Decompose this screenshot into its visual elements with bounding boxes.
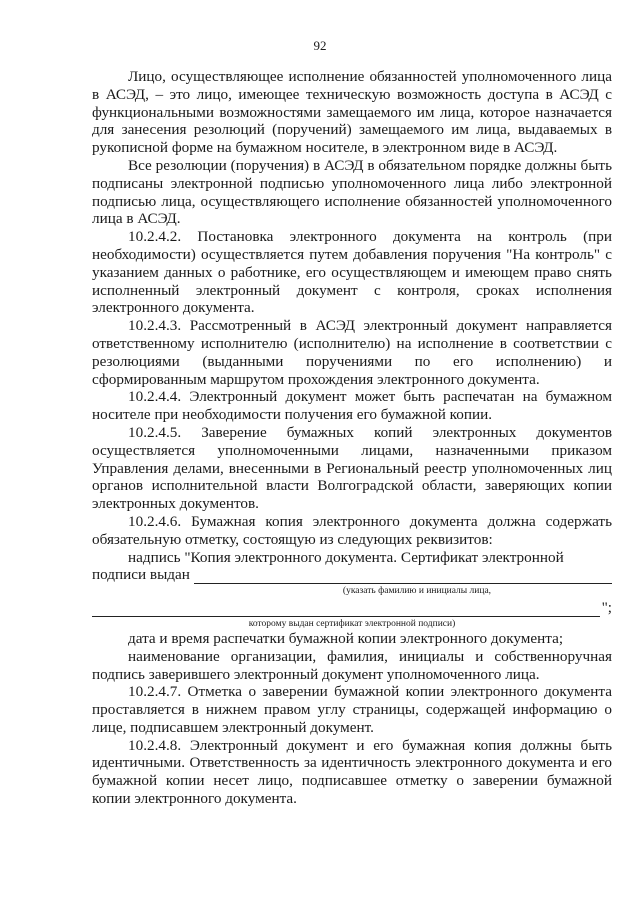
- paragraph-organization: наименование организации, фамилия, инициалы и собственноручная подпись заверившего электронный документ уполномоченного лица.: [92, 647, 612, 683]
- paragraph-10-2-4-8: 10.2.4.8. Электронный документ и его бумажная копия должны быть идентичными. Ответственность за идентичность электронного документа и его бумажной копии несет лицо, подписавшее отметку о заверении бумажной копии электронного документа.: [92, 736, 612, 808]
- blank-underline: [194, 569, 612, 584]
- hint-certificate-owner: которому выдан сертификат электронной подписи): [248, 618, 456, 629]
- paragraph-acting-person: Лицо, осуществляющее исполнение обязанностей уполномоченного лица в АСЭД, – это лицо, имеющее техническую возможность доступа в АСЭД с функциональными возможностями замещаемого им лица, которое назначается для занесения резолюций (поручений) замещаемого им лица, выдаваемых в рукописной форме на бумажном носителе, в электронном виде в АСЭД.: [92, 68, 612, 157]
- hint-name-initials: (указать фамилию и инициалы лица,: [342, 586, 492, 597]
- paragraph-10-2-4-3: 10.2.4.3. Рассмотренный в АСЭД электронный документ направляется ответственному исполнителю (исполнителю) на исполнение в соответствии с резолюциями (выданными поручениями по его исполнению) и сформированным маршрутом прохождения электронного документа.: [92, 317, 612, 388]
- blank-underline-2: [92, 602, 600, 617]
- paragraph-10-2-4-7: 10.2.4.7. Отметка о заверении бумажной копии электронного документа проставляется в нижнем правом углу страницы, содержащей информацию о лице, подписавшем электронный документ.: [92, 683, 612, 736]
- paragraph-resolutions-signed: Все резолюции (поручения) в АСЭД в обязательном порядке должны быть подписаны электронной подписью уполномоченного лица либо электронной подписью лица, осуществляющего исполнение обязанностей уполномоченного лица в АСЭД.: [92, 156, 612, 228]
- paragraph-print-date: дата и время распечатки бумажной копии электронного документа;: [128, 629, 564, 647]
- paragraph-10-2-4-5: 10.2.4.5. Заверение бумажных копий электронных документов осуществляется уполномоченными лицами, назначенными приказом Управления делами, внесенными в Региональный реестр уполномоченных лиц органов исполнительной власти Волгоградской области, заверяющих копии электронных документов.: [92, 423, 612, 513]
- paragraph-10-2-4-6: 10.2.4.6. Бумажная копия электронного документа должна содержать обязательную отметку, состоящую из следующих реквизитов:: [92, 512, 612, 548]
- paragraph-10-2-4-4: 10.2.4.4. Электронный документ может быть распечатан на бумажном носителе при необходимости получения его бумажной копии.: [92, 388, 612, 424]
- signature-line-1: [92, 566, 612, 584]
- paragraph-inscription: надпись "Копия электронного документа. Сертификат электронной: [128, 548, 564, 566]
- page-number: 92: [313, 38, 327, 53]
- paragraph-10-2-4-2: 10.2.4.2. Постановка электронного документа на контроль (при необходимости) осуществляется путем добавления поручения "На контроль" с указанием данных о работнике, его осуществляющем и имеющем право снять исполненный электронный документ с контроля, сроках исполнения электронного документа.: [92, 228, 612, 317]
- quote-close: ";: [601, 599, 612, 617]
- document-body: [92, 68, 612, 808]
- signature-label: подписи выдан: [92, 566, 190, 584]
- signature-line-2: [92, 599, 612, 617]
